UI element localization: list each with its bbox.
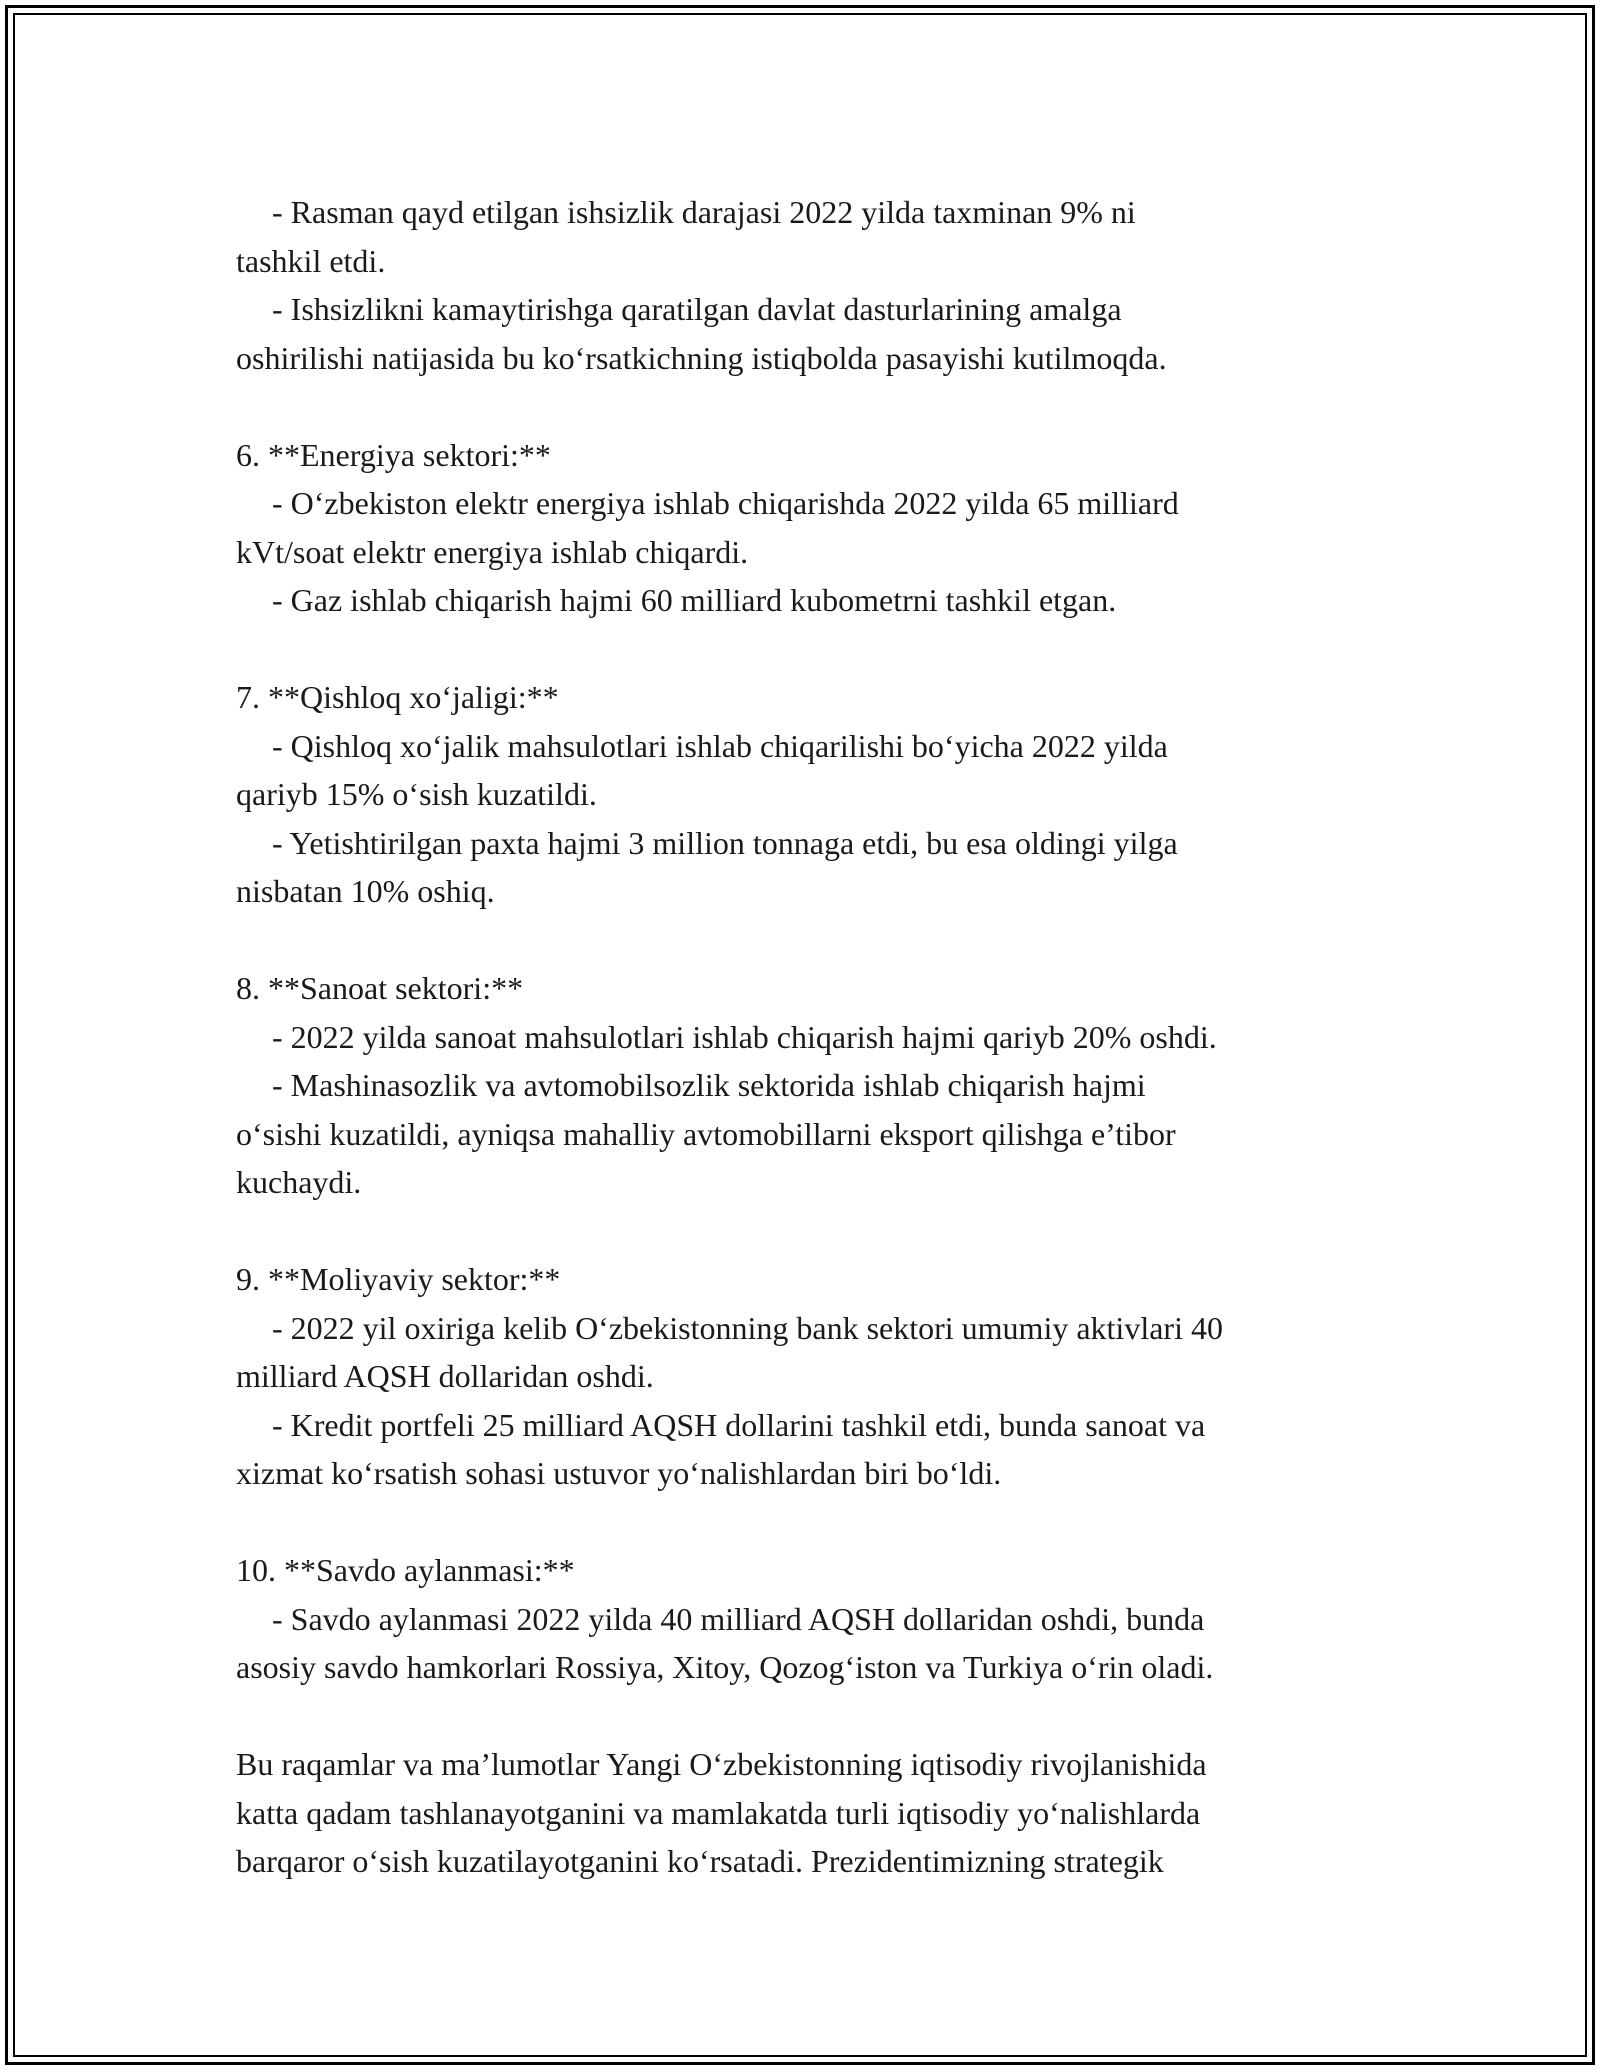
blank-line xyxy=(236,1692,1396,1741)
text-line: kuchaydi. xyxy=(236,1164,362,1200)
bullet-line: - O‘zbekiston elektr energiya ishlab chiqarishda 2022 yilda 65 milliard xyxy=(272,485,1179,521)
text-line: milliard AQSH dollaridan oshdi. xyxy=(236,1358,654,1394)
bullet-line: - Qishloq xo‘jalik mahsulotlari ishlab chiqarilishi bo‘yicha 2022 yilda xyxy=(272,727,1168,764)
text-line: 9. **Moliyaviy sektor:** xyxy=(236,1261,561,1297)
blank-line xyxy=(236,625,1396,674)
text-line: Bu raqamlar va ma’lumotlar Yangi O‘zbekistonning iqtisodiy rivojlanishida xyxy=(236,1746,1207,1782)
text-line: qariyb 15% o‘sish kuzatildi. xyxy=(236,776,597,812)
text-line: 7. **Qishloq xo‘jaligi:** xyxy=(236,679,559,715)
text-line: asosiy savdo hamkorlari Rossiya, Xitoy, Qozog‘iston va Turkiya o‘rin oladi. xyxy=(236,1649,1214,1685)
text-line: katta qadam tashlanayotganini va mamlakatda turli iqtisodiy yo‘nalishlarda xyxy=(236,1794,1201,1831)
text-line: nisbatan 10% oshiq. xyxy=(236,873,495,909)
text-line: oshirilishi natijasida bu ko‘rsatkichning istiqbolda pasayishi kutilmoqda. xyxy=(236,339,1167,376)
bullet-line: - 2022 yil oxiriga kelib O‘zbekistonning bank sektori umumiy aktivlari 40 xyxy=(272,1309,1223,1346)
bullet-line: - 2022 yilda sanoat mahsulotlari ishlab chiqarish hajmi qariyb 20% oshdi. xyxy=(272,1018,1217,1055)
bullet-line: - Mashinasozlik va avtomobilsozlik sektorida ishlab chiqarish hajmi xyxy=(272,1067,1146,1103)
bullet-line: - Gaz ishlab chiqarish hajmi 60 milliard kubometrni tashkil etgan. xyxy=(272,582,1117,618)
blank-line xyxy=(236,916,1396,965)
bullet-line: - Savdo aylanmasi 2022 yilda 40 milliard AQSH dollaridan oshdi, bunda xyxy=(272,1600,1205,1637)
document-body xyxy=(236,188,1396,1886)
text-line: o‘sishi kuzatildi, ayniqsa mahalliy avtomobillarni eksport qilishga e’tibor xyxy=(236,1115,1176,1152)
bullet-line: - Kredit portfeli 25 milliard AQSH dollarini tashkil etdi, bunda sanoat va xyxy=(272,1406,1206,1443)
blank-line xyxy=(236,1498,1396,1547)
text-line: kVt/soat elektr energiya ishlab chiqardi. xyxy=(236,533,749,570)
bullet-line: - Rasman qayd etilgan ishsizlik darajasi 2022 yilda taxminan 9% ni xyxy=(272,194,1136,230)
text-line: 8. **Sanoat sektori:** xyxy=(236,970,524,1006)
blank-line xyxy=(236,382,1396,431)
text-line: barqaror o‘sish kuzatilayotganini ko‘rsatadi. Prezidentimizning strategik xyxy=(236,1843,1164,1879)
bullet-line: - Ishsizlikni kamaytirishga qaratilgan davlat dasturlarining amalga xyxy=(272,291,1122,327)
text-line: 6. **Energiya sektori:** xyxy=(236,436,551,473)
blank-line xyxy=(236,1207,1396,1256)
text-line: tashkil etdi. xyxy=(236,242,386,279)
text-line: 10. **Savdo aylanmasi:** xyxy=(236,1552,575,1588)
bullet-line: - Yetishtirilgan paxta hajmi 3 million tonnaga etdi, bu esa oldingi yilga xyxy=(272,824,1178,861)
text-line: xizmat ko‘rsatish sohasi ustuvor yo‘nalishlardan biri bo‘ldi. xyxy=(236,1455,1002,1491)
